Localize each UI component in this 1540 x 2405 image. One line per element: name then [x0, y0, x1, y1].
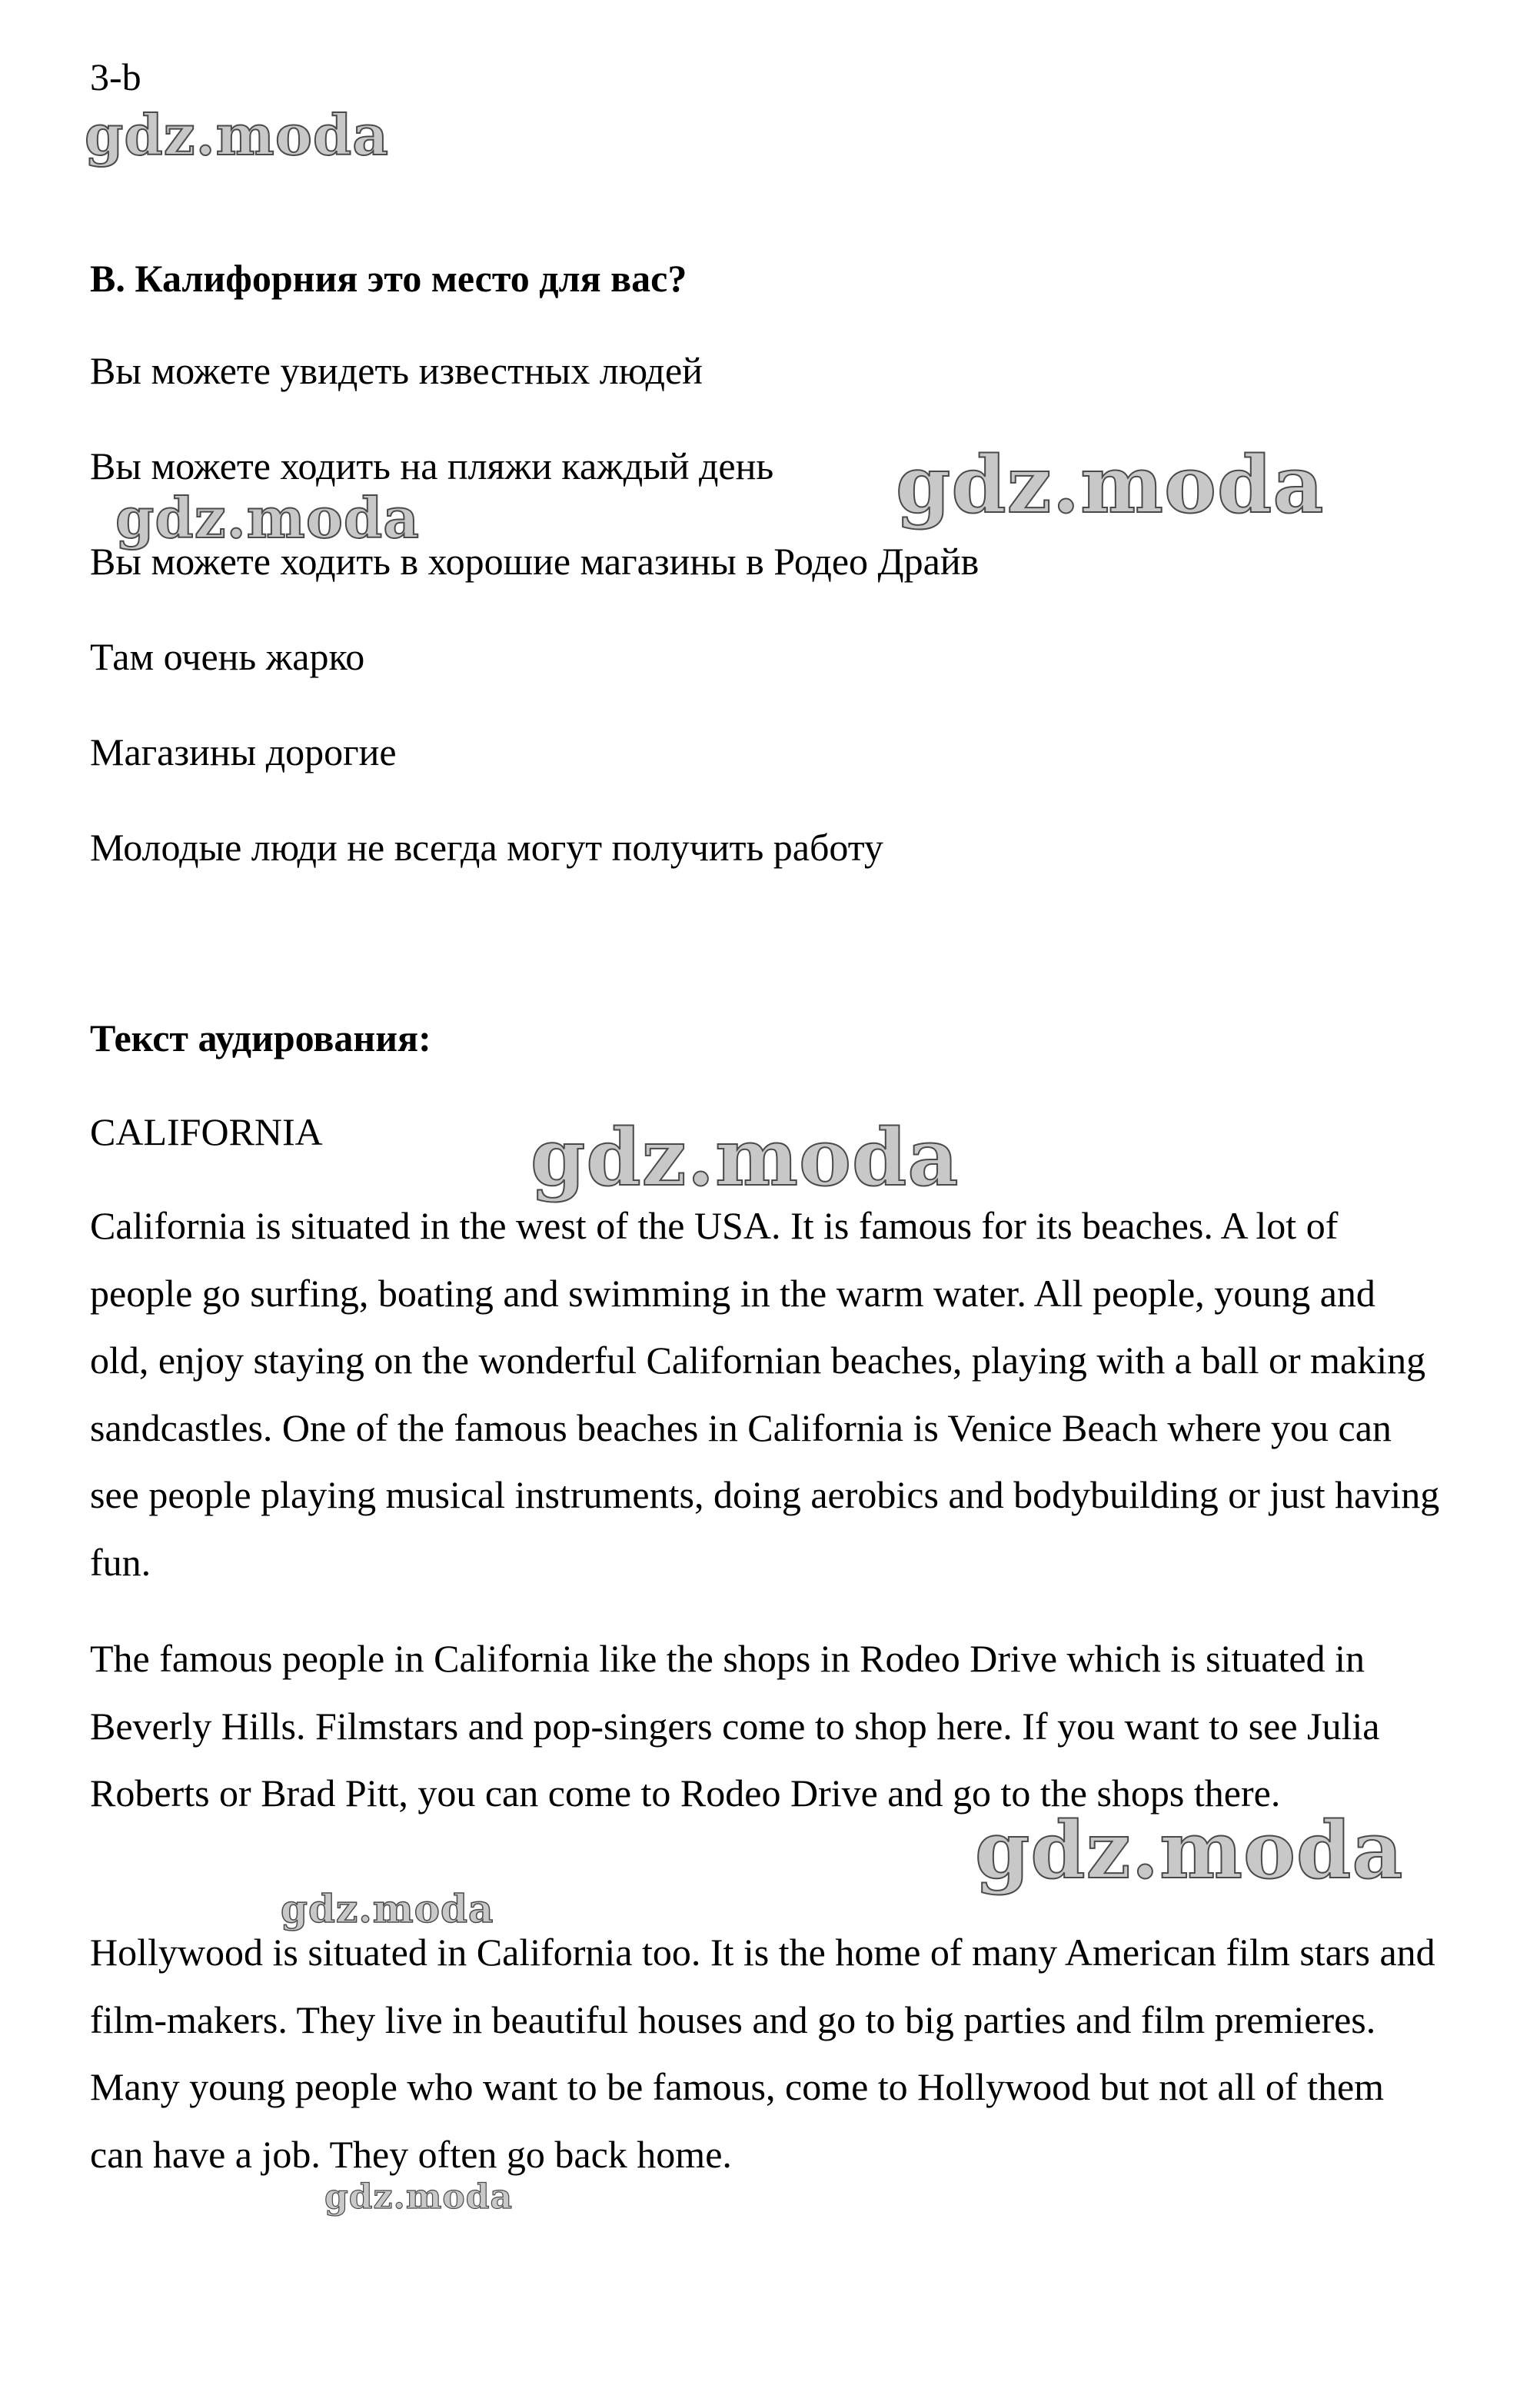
watermark-logo: gdz.moda — [975, 1805, 1404, 1897]
watermark-logo: gdz.moda — [281, 1886, 494, 1931]
watermark-logo: gdz.moda — [324, 2177, 514, 2217]
section-b-item-6: Молодые люди не всегда могут получить работу — [90, 826, 883, 869]
listening-title: CALIFORNIA — [90, 1110, 323, 1153]
listening-paragraph-3: Hollywood is situated in California too. It is the home of many American film stars and film-makers. They live in beautiful houses and go to big parties and film premieres. Many young people who want to be famous, come to Hollywood but not all of them can have a job. They often go back home. — [90, 1931, 1435, 2176]
listening-heading: Текст аудирования: — [90, 1016, 431, 1059]
watermark-logo: gdz.moda — [85, 102, 389, 168]
section-b-item-4: Там очень жарко — [90, 635, 365, 678]
watermark-logo: gdz.moda — [896, 439, 1325, 531]
watermark-logo: gdz.moda — [531, 1112, 960, 1204]
watermark-logo: gdz.moda — [115, 485, 420, 551]
section-b-title: B. Калифорния это место для вас? — [90, 257, 687, 300]
page-label: 3-b — [90, 55, 141, 98]
section-b-item-1: Вы можете увидеть известных людей — [90, 349, 703, 392]
section-b-item-2: Вы можете ходить на пляжи каждый день — [90, 444, 774, 487]
section-b-item-3: Вы можете ходить в хорошие магазины в Родео Драйв — [90, 540, 980, 583]
listening-paragraph-1: California is situated in the west of the USA. It is famous for its beaches. A lot of people go surfing, boating and swimming in the warm water. All people, young and old, enjoy staying on the wonderful Californian beaches, playing with a ball or making sandcastles. One of the famous beaches in California is Venice Beach where you can see people playing musical instruments, doing aerobics and bodybuilding or just having fun. — [90, 1204, 1440, 1584]
listening-paragraph-2: The famous people in California like the shops in Rodeo Drive which is situated in Beverly Hills. Filmstars and pop-singers come to shop here. If you want to see Julia Roberts or Brad Pitt, you can come to Rodeo Drive and go to the shops there. — [90, 1637, 1380, 1815]
section-b-item-5: Магазины дорогие — [90, 730, 397, 773]
